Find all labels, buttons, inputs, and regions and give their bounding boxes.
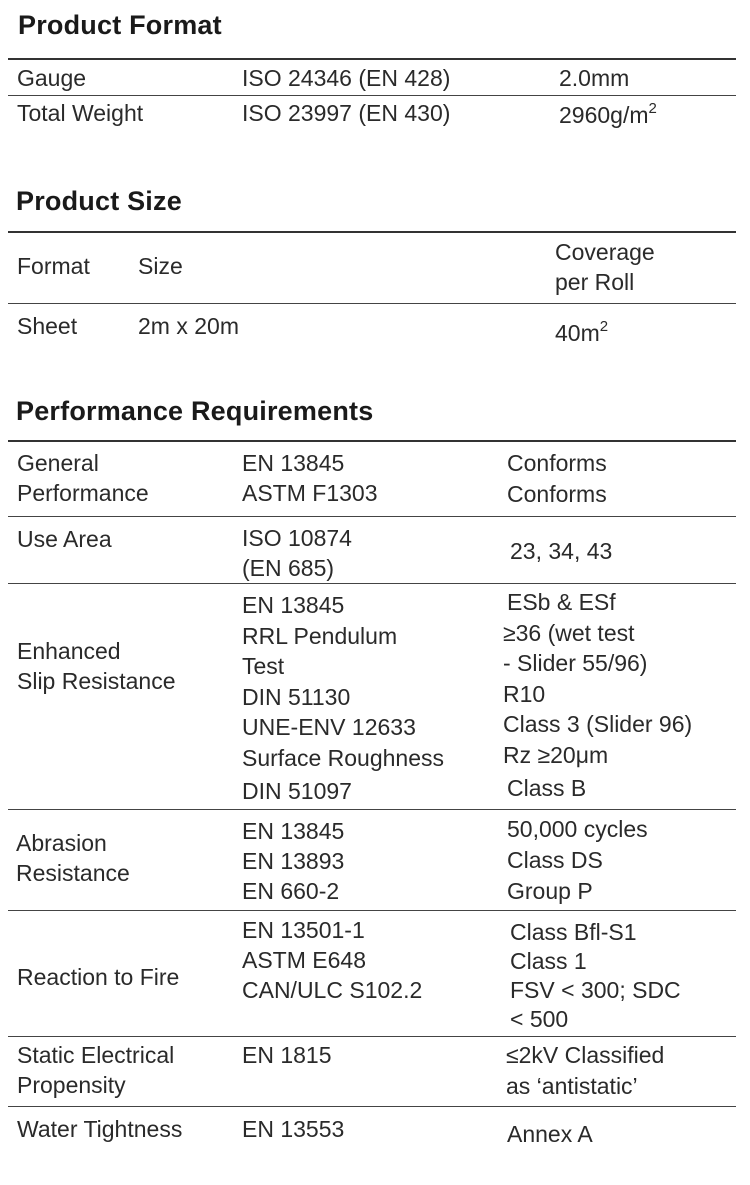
perf-results: Conforms Conforms [507,450,607,507]
divider [8,440,736,442]
divider [8,910,736,911]
perf-standards: EN 13845 RRL Pendulum Test DIN 51130 UNE-ENV 12633 Surface Roughness DIN 51097 [242,592,445,804]
divider [8,231,736,233]
perf-requirement-slip-resistance: Enhanced Slip Resistance [17,638,176,694]
perf-requirement-abrasion-resistance: Abrasion Resistance [16,830,130,886]
perf-results: 23, 34, 43 [510,538,613,564]
product-size-heading: Product Size [16,186,182,216]
size-row-size: 2m x 20m [138,313,239,339]
perf-results: ≤2kV Classified as ‘antistatic’ [506,1042,665,1099]
format-row-property: Gauge [17,65,87,91]
perf-requirement-water-tightness: Water Tightness [17,1116,183,1142]
performance-heading: Performance Requirements [16,396,374,426]
perf-requirement-static-electrical: Static Electrical Propensity [17,1042,175,1098]
perf-results: 50,000 cycles Class DS Group P [507,816,648,904]
format-row-property: Total Weight [17,100,144,126]
format-row-value: $2960g/m^2$ [559,100,657,128]
perf-standards: EN 13845 ASTM F1303 [242,450,378,506]
divider [8,809,736,810]
perf-standards: EN 1815 [242,1042,332,1068]
superscript: 2 [599,318,609,336]
divider [8,58,736,60]
divider [8,1036,736,1037]
divider [8,1106,736,1107]
size-row-coverage: $40m^2$ [555,318,609,346]
divider [8,303,736,304]
format-row-standard: ISO 23997 (EN 430) [242,100,451,126]
perf-requirement-general-performance: General Performance [17,450,149,506]
perf-standards: EN 13553 [242,1116,345,1142]
perf-standards: EN 13501-1 ASTM E648 CAN/ULC S102.2 [242,917,423,1003]
perf-results: Class Bfl-S1 Class 1 FSV < 300; SDC < 500 [510,919,681,1032]
divider [8,95,736,96]
product-format-heading: Product Format [18,10,222,40]
divider [8,516,736,517]
size-header-format: Format [17,253,90,279]
superscript: 2 [648,100,657,118]
perf-standards: ISO 10874 (EN 685) [242,525,352,581]
format-row-standard: ISO 24346 (EN 428) [242,65,451,91]
size-header-size: Size [138,253,183,279]
size-header-coverage: Coverage per Roll [555,239,655,295]
perf-results: Annex A [507,1121,593,1147]
format-row-value: 2.0mm [559,65,630,91]
perf-requirement-reaction-to-fire: Reaction to Fire [17,964,180,990]
size-row-format: Sheet [17,313,78,339]
perf-results: ESb & ESf ≥36 (wet test - Slider 55/96) R10 Class 3 (Slider 96) Rz ≥20μm Class B [503,589,693,801]
divider [8,583,736,584]
perf-requirement-use-area: Use Area [17,526,112,552]
perf-standards: EN 13845 EN 13893 EN 660-2 [242,818,345,904]
